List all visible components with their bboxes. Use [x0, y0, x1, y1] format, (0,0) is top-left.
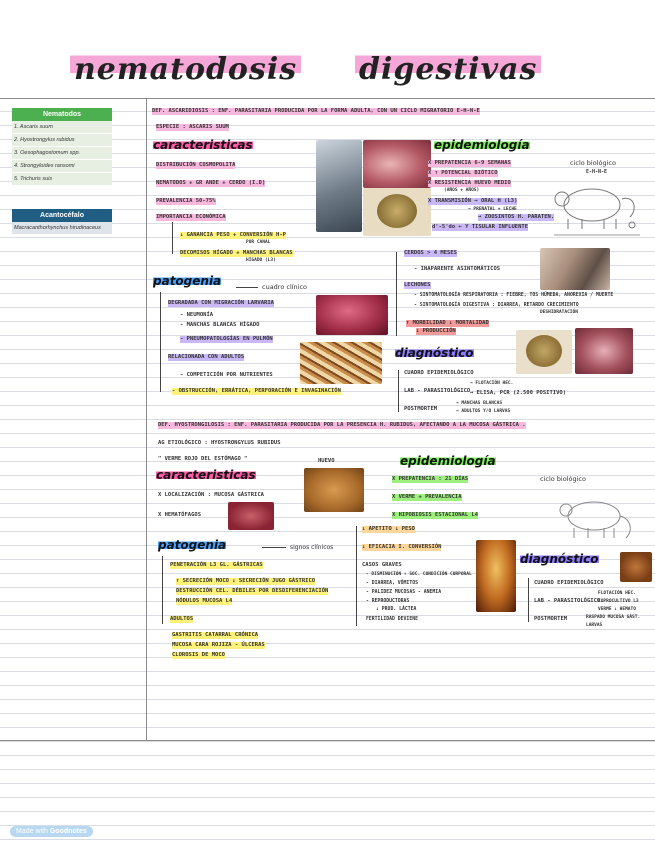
connector [160, 292, 161, 392]
photo-hyo-egg [304, 468, 364, 512]
hyo-p2: ADULTOS [170, 616, 194, 622]
hyo-p2c: CLOROSIS DE MOCO [172, 652, 225, 658]
photo-egg-2 [516, 330, 572, 374]
watermark-prefix: Made with [16, 828, 48, 835]
sidebar-item-strongyloides[interactable]: 4. Strongyloides ransomi [12, 160, 112, 173]
hyo-d2b: COPROCULTIVO L3 [598, 599, 639, 604]
hyo-c2: X HEMATÓFAGOS [158, 512, 202, 518]
hyo-diagnostico-heading: diagnóstico [520, 552, 599, 566]
asc-definition: DEF. ASCARIDIOSIS : ENF. PARASITARIA PRODUCIDA POR LA FORMA ADULTA, CON UN CICLO MIGRATORIO E-H-N-E [152, 108, 480, 114]
hyo-epidemiologia-heading: epidemiología [400, 454, 496, 468]
asc-p1b: - MANCHAS BLANCAS HÍGADO [180, 322, 260, 328]
asc-q2c: DESHIDRATACIÓN [540, 310, 578, 315]
watermark-brand: Goodnotes [49, 828, 87, 835]
sidebar-item-hyostrongylus[interactable]: 2. Hyostrongylus rubidus [12, 134, 112, 147]
hyo-s3e: ↓ PROD. LÁCTEA [376, 607, 417, 612]
photo-lab-sample [316, 140, 362, 232]
hyo-agente: AG ETIOLÓGICO : HYOSTRONGYLUS RUBIDUS [158, 440, 281, 446]
photo-lung-lesions [316, 295, 388, 335]
hyo-p1c: NÓDULOS MUCOSA L4 [176, 598, 233, 604]
asc-cuadro-label: cuadro clínico [262, 283, 308, 291]
asc-ciclo-sub: E-H-N-E [586, 169, 608, 175]
connector [398, 370, 399, 412]
asc-e4: X TRANSMISIÓN → ORAL H (L3) [428, 198, 518, 204]
asc-q3b: ↓ PRODUCCIÓN [416, 328, 456, 334]
header-rule [0, 98, 655, 99]
asc-p2: RELACIONADA CON ADULTOS [168, 354, 245, 360]
hyo-caracteristicas-heading: caracteristicas [156, 468, 256, 482]
asc-p1c: - PNEUMOPATOLOGÍAS EN PULMÓN [180, 336, 273, 342]
hyo-s3d: - REPRODUCTORAS [366, 599, 410, 604]
sidebar-item-ascaris[interactable]: 1. Ascaris suum [12, 121, 112, 134]
asc-c1: DISTRIBUCIÓN COSMOPOLITA [156, 162, 236, 168]
connector [356, 526, 357, 626]
asc-diagnostico-heading: diagnóstico [395, 346, 474, 360]
hyo-e2: X VERME + PREVALENCIA [392, 494, 462, 500]
hyo-s1: ↓ APETITO ↓ PESO [362, 526, 415, 532]
asc-d2a: → FLOTACIÓN HEC. [470, 381, 514, 386]
page-title-part2: digestivas [355, 52, 541, 87]
asc-e7: d'-5'do ← Y TISULAR INFLUENTE [432, 224, 529, 230]
sidebar-group-title: Acantocéfalo [12, 209, 112, 222]
asc-d3a: → MANCHAS BLANCAS [456, 401, 503, 406]
asc-especie: ESPECIE : ASCARIS SUUM [156, 124, 229, 130]
asc-e5: → PRENATAL + LECHE [468, 207, 517, 212]
connector [396, 252, 397, 336]
photo-pigs [540, 248, 610, 290]
hyo-s3: CASOS GRAVES [362, 562, 402, 568]
asc-c5b: POR CANAL [246, 240, 271, 245]
connector [172, 222, 173, 254]
hyo-d2a: FLOTACIÓN HEC. [598, 591, 636, 596]
hyo-signos-label: signos clínicos [290, 544, 334, 551]
asc-e3b: (AÑOS + AÑOS) [444, 188, 480, 193]
watermark-badge[interactable] [10, 826, 93, 837]
hyo-d2: LAB - PARASITOLÓGICO [534, 598, 601, 604]
asc-c3: PREVALENCIA 50-75% [156, 198, 216, 204]
connector [262, 547, 286, 548]
asc-q2: LECHONES [404, 282, 431, 288]
asc-p2b: - OBSTRUCCIÓN, ERRÁTICA, PERFORACIÓN E INVAGINACIÓN [172, 388, 341, 394]
hyo-patogenia-heading: patogenia [158, 538, 227, 552]
connector [528, 578, 529, 622]
asc-c2: NEMATODOS + GR ANDE + CERDO (I.D) [156, 180, 266, 186]
hyo-d3: POSTMORTEM [534, 616, 568, 622]
asc-e3: X RESISTENCIA HUEVO MEDIO [428, 180, 511, 186]
hyo-c1: X LOCALIZACIÓN : MUCOSA GÁSTRICA [158, 492, 264, 498]
hyo-definition: DEF. HYOSTRONGILOSIS : ENF. PARASITARIA PRODUCIDA POR LA PRESENCIA H. RUBIDUS, AFECTANDO A LA MUCOSA GÁSTRICA . [158, 422, 526, 428]
asc-p1a: - NEUMONÍA [180, 312, 214, 318]
hyo-d2c: VERME ↓ HEMATO [598, 607, 636, 612]
hyo-verme: " VERME ROJO DEL ESTÓMAGO " [158, 456, 248, 462]
asc-caracteristicas-heading: caracteristicas [153, 138, 253, 152]
margin-rule [146, 98, 147, 740]
hyo-s3f: FERTILIDAD DEVIENE [366, 617, 418, 622]
connector [236, 287, 258, 288]
asc-epidemiologia-heading: epidemiología [434, 138, 530, 152]
footer-rule [0, 740, 655, 741]
asc-q2b: - SINTOMATOLOGÍA DIGESTIVA : DIARREA, RETARDO CRECIMIENTO [414, 303, 579, 308]
asc-ciclo-label: ciclo biológico [570, 159, 616, 167]
asc-q1: CERDOS > 4 MESES [404, 250, 457, 256]
asc-c6b: HIGADO (L3) [246, 258, 276, 263]
connector [162, 556, 163, 624]
sidebar-item-oesophagostomum[interactable]: 3. Oesophagostomum spp. [12, 147, 112, 160]
hyo-d1: CUADRO EPIDEMIOLÓGICO [534, 580, 604, 586]
photo-gastric-mucosa [228, 502, 274, 530]
hyo-p1a: ↑ SECRECIÓN MOCO ↓ SECRECIÓN JUGO GÁSTRICO [176, 578, 316, 584]
sidebar-group-title: Nematodos [12, 108, 112, 121]
asc-c5: ↓ GANANCIA PESO + CONVERSIÓN H-P [180, 232, 286, 238]
hyo-cycle-diagram [550, 488, 638, 550]
hyo-d3b: LARVAS [586, 623, 603, 628]
photo-liver-lesions [363, 140, 431, 188]
page-title-part1: nematodosis [70, 52, 301, 87]
hyo-e1: X PREPATENCIA : 21 DÍAS [392, 476, 469, 482]
sidebar-nematodos [12, 108, 112, 186]
hyo-p2b: MUCOSA CARA ROJIZA - ÚLCERAS [172, 642, 265, 648]
asc-e1: X PREPATENCIA 6-9 SEMANAS [428, 160, 511, 166]
asc-q2a: - SINTOMATOLOGÍA RESPIRATORIA : FIEBRE, TOS HÚMEDA, ANOREXIA / MUERTE [414, 293, 614, 298]
sidebar-item-trichuris[interactable]: 5. Trichuris suis [12, 173, 112, 186]
hyo-s3b: - DIARREA, VÓMITOS [366, 581, 418, 586]
hyo-s3c: - PALIDEZ MUCOSAS - ANEMIA [366, 590, 442, 595]
photo-hyo-larva [476, 540, 516, 612]
photo-liver-2 [575, 328, 633, 374]
asc-d2: LAB - PARASITOLÓGICO [404, 388, 471, 394]
photo-egg-microscopy [363, 188, 431, 236]
asc-e6: → ZOOSINTOS H. PARATEN. [478, 214, 555, 220]
hyo-p1: PENETRACIÓN L3 GL. GÁSTRICAS [170, 562, 263, 568]
asc-c4: IMPORTANCIA ECONÓMICA [156, 214, 226, 220]
asc-q1a: - INAPARENTE ASINTOMÁTICOS [414, 266, 501, 272]
asc-p1: DEGRADADA CON MIGRACIÓN LARVARIA [168, 300, 274, 306]
sidebar-acantocefalo [12, 209, 112, 234]
hyo-p1b: DESTRUCCIÓN CEL. DÉBILES POR DESDIFERENCIACIÓN [176, 588, 329, 594]
asc-d3b: → ADULTOS Y/O LARVAS [456, 409, 511, 414]
asc-p2a: - COMPETICIÓN POR NUTRIENTES [180, 372, 273, 378]
asc-q3: ↑ MORBILIDAD ↓ MORTALIDAD [406, 320, 489, 326]
hyo-p2a: GASTRITIS CATARRAL CRÓNICA [172, 632, 259, 638]
hyo-s2: ↓ EFICACIA I. CONVERSIÓN [362, 544, 442, 550]
asc-cycle-diagram [548, 175, 644, 241]
asc-patogenia-heading: patogenia [153, 274, 222, 288]
asc-d1: CUADRO EPIDEMIOLÓGICO [404, 370, 474, 376]
photo-adult-worms [300, 342, 382, 384]
asc-d2b: → ELISA, PCR (2.500 POSITIVO) [470, 390, 567, 396]
asc-c6: DECOMISOS HÍGADO + MANCHAS BLANCAS [180, 250, 293, 256]
hyo-s3a: - DISMINUCIÓN ↑ SOC. CONDICIÓN CORPORAL [366, 572, 472, 577]
sidebar-item-macracanthorhynchus[interactable]: Macracanthorhynchus hirudinaceus [12, 222, 112, 234]
photo-hyo-egg-2 [620, 552, 652, 582]
hyo-e3: X HIPOBIOSIS ESTACIONAL L4 [392, 512, 479, 518]
hyo-huevo-label: HUEVO [318, 458, 335, 464]
asc-d3: POSTMORTEM [404, 406, 438, 412]
hyo-ciclo-label: ciclo biológico [540, 475, 586, 483]
hyo-d3a: RASPADO MUCOSA GÁST. [586, 615, 641, 620]
asc-e2: X ↑ POTENCIAL BIÓTICO [428, 170, 498, 176]
